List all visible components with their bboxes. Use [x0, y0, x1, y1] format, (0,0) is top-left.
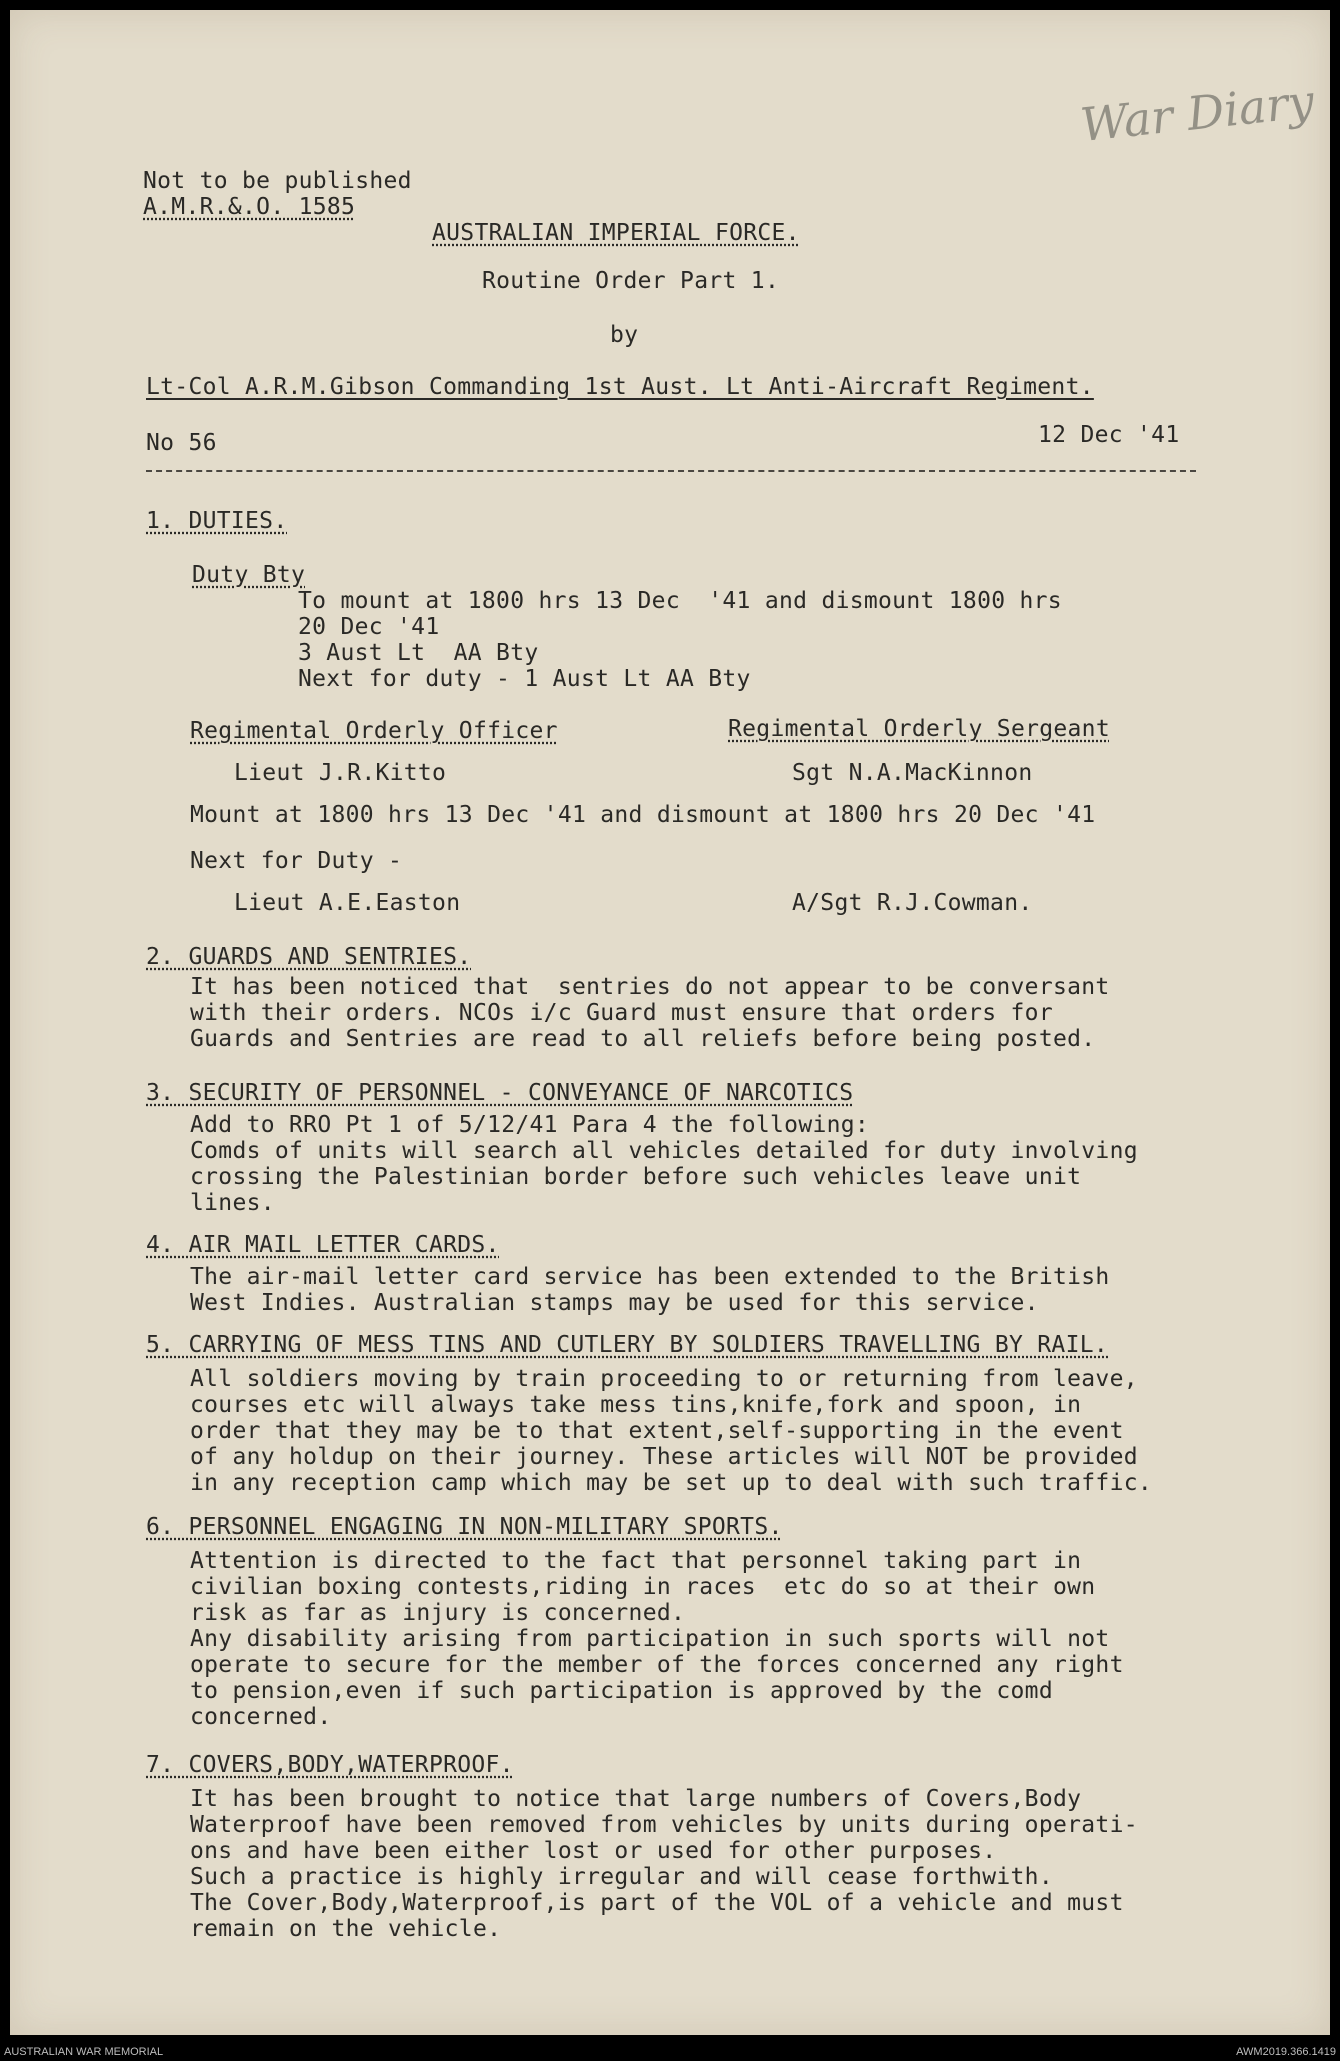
text-line: concerned.: [190, 1704, 332, 1730]
text-line: courses etc will always take mess tins,knife,fork and spoon, in: [190, 1392, 1082, 1418]
text-line: Such a practice is highly irregular and will cease forthwith.: [190, 1864, 1053, 1890]
commander-line: Lt-Col A.R.M.Gibson Commanding 1st Aust. Lt Anti-Aircraft Regiment.: [146, 374, 1094, 400]
next-duty-label: Next for Duty -: [190, 848, 403, 874]
text-line: operate to secure for the member of the forces concerned any right: [190, 1652, 1124, 1678]
text-line: 3 Aust Lt AA Bty: [298, 640, 539, 666]
text-line: in any reception camp which may be set up to deal with such traffic.: [190, 1470, 1153, 1496]
section-heading: 3. SECURITY OF PERSONNEL - CONVEYANCE OF NARCOTICS: [146, 1080, 854, 1106]
text-line: It has been noticed that sentries do not appear to be conversant: [190, 974, 1110, 1000]
text-line: Next for duty - 1 Aust Lt AA Bty: [298, 666, 751, 692]
text-line: Attention is directed to the fact that personnel taking part in: [190, 1548, 1082, 1574]
mount-line: Mount at 1800 hrs 13 Dec '41 and dismount at 1800 hrs 20 Dec '41: [190, 802, 1096, 828]
text-line: to pension,even if such participation is approved by the comd: [190, 1678, 1053, 1704]
publication-note: Not to be published: [143, 168, 412, 194]
text-line: Guards and Sentries are read to all reliefs before being posted.: [190, 1026, 1096, 1052]
text-line: order that they may be to that extent,self-supporting in the event: [190, 1418, 1124, 1444]
text-line: crossing the Palestinian border before such vehicles leave unit: [190, 1164, 1082, 1190]
text-line: All soldiers moving by train proceeding to or returning from leave,: [190, 1366, 1138, 1392]
text-line: with their orders. NCOs i/c Guard must ensure that orders for: [190, 1000, 1053, 1026]
sergeant-name: Sgt N.A.MacKinnon: [792, 760, 1033, 786]
text-line: To mount at 1800 hrs 13 Dec '41 and dismount 1800 hrs: [298, 588, 1062, 614]
text-line: remain on the vehicle.: [190, 1916, 502, 1942]
text-line: ons and have been either lost or used for other purposes.: [190, 1838, 997, 1864]
section-heading: 1. DUTIES.: [146, 508, 288, 534]
text-line: Any disability arising from participation in such sports will not: [190, 1626, 1110, 1652]
footer-accession: AWM2019.366.1419: [1236, 2046, 1336, 2058]
text-line: Waterproof have been removed from vehicles by units during operati-: [190, 1812, 1138, 1838]
text-line: It has been brought to notice that large numbers of Covers,Body: [190, 1786, 1082, 1812]
section-heading: 7. COVERS,BODY,WATERPROOF.: [146, 1752, 514, 1778]
order-number: No 56: [146, 430, 217, 456]
officer-label: Regimental Orderly Officer: [190, 718, 558, 744]
text-line: 20 Dec '41: [298, 614, 440, 640]
sergeant-label: Regimental Orderly Sergeant: [728, 716, 1110, 742]
text-line: risk as far as injury is concerned.: [190, 1600, 686, 1626]
section-heading: 6. PERSONNEL ENGAGING IN NON-MILITARY SPORTS.: [146, 1514, 783, 1540]
next-sergeant: A/Sgt R.J.Cowman.: [792, 890, 1033, 916]
order-date: 12 Dec '41: [1038, 422, 1180, 448]
handwritten-annotation: War Diary: [1077, 73, 1317, 153]
section-heading: 5. CARRYING OF MESS TINS AND CUTLERY BY SOLDIERS TRAVELLING BY RAIL.: [146, 1332, 1109, 1358]
text-line: Add to RRO Pt 1 of 5/12/41 Para 4 the following:: [190, 1112, 870, 1138]
footer-source: AUSTRALIAN WAR MEMORIAL: [4, 2046, 164, 2058]
text-line: of any holdup on their journey. These articles will NOT be provided: [190, 1444, 1138, 1470]
officer-name: Lieut J.R.Kitto: [234, 760, 447, 786]
by-line: by: [610, 322, 639, 348]
text-line: The Cover,Body,Waterproof,is part of the VOL of a vehicle and must: [190, 1890, 1124, 1916]
text-line: The air-mail letter card service has been extended to the British: [190, 1264, 1110, 1290]
sub-heading: Duty Bty: [192, 562, 306, 588]
section-heading: 4. AIR MAIL LETTER CARDS.: [146, 1232, 500, 1258]
text-line: civilian boxing contests,riding in races etc do so at their own: [190, 1574, 1096, 1600]
section-heading: 2. GUARDS AND SENTRIES.: [146, 944, 472, 970]
separator-line: [146, 470, 1196, 472]
order-reference: A.M.R.&.O. 1585: [143, 194, 356, 220]
document-subtitle: Routine Order Part 1.: [482, 268, 780, 294]
text-line: Comds of units will search all vehicles detailed for duty involving: [190, 1138, 1138, 1164]
document-title: AUSTRALIAN IMPERIAL FORCE.: [432, 220, 800, 246]
text-line: lines.: [190, 1190, 275, 1216]
next-officer: Lieut A.E.Easton: [234, 890, 461, 916]
text-line: West Indies. Australian stamps may be used for this service.: [190, 1290, 1039, 1316]
